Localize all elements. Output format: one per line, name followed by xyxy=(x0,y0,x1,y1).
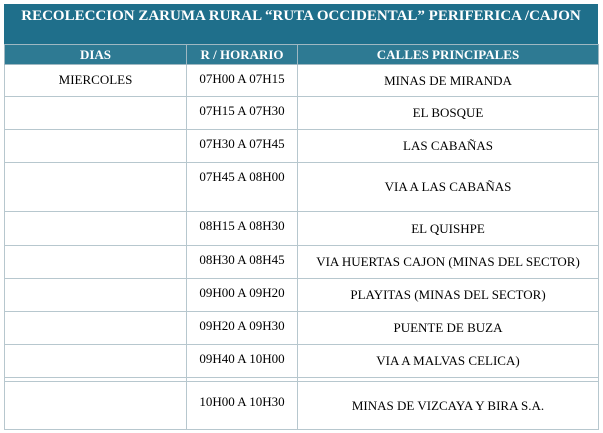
cell-horario: 07H45 A 08H00 xyxy=(187,163,298,212)
cell-horario: 09H00 A 09H20 xyxy=(187,279,298,312)
header-horario: R / HORARIO xyxy=(187,45,298,65)
cell-dia xyxy=(5,312,187,345)
table-row xyxy=(5,130,599,163)
cell-dia xyxy=(5,163,187,212)
cell-horario: 07H00 A 07H15 xyxy=(187,65,298,97)
cell-calle: EL QUISHPE xyxy=(298,212,599,246)
cell-calle: VIA HUERTAS CAJON (MINAS DEL SECTOR) xyxy=(298,246,599,279)
table-row xyxy=(5,382,599,430)
schedule-table xyxy=(4,44,599,430)
cell-horario: 09H20 A 09H30 xyxy=(187,312,298,345)
table-row xyxy=(5,163,599,212)
table-row xyxy=(5,345,599,378)
cell-dia xyxy=(5,246,187,279)
cell-horario: 07H30 A 07H45 xyxy=(187,130,298,163)
table-row xyxy=(5,246,599,279)
cell-calle: VIA A LAS CABAÑAS xyxy=(298,163,599,212)
table-row xyxy=(5,97,599,130)
cell-dia xyxy=(5,345,187,378)
cell-dia xyxy=(5,382,187,430)
cell-dia xyxy=(5,212,187,246)
table-row xyxy=(5,65,599,97)
table-row xyxy=(5,212,599,246)
cell-calle: MINAS DE VIZCAYA Y BIRA S.A. xyxy=(298,382,599,430)
schedule-document xyxy=(4,4,598,432)
cell-calle: PUENTE DE BUZA xyxy=(298,312,599,345)
document-title: RECOLECCION ZARUMA RURAL “RUTA OCCIDENTAL” PERIFERICA /CAJON xyxy=(4,4,598,44)
cell-horario: 07H15 A 07H30 xyxy=(187,97,298,130)
cell-calle: EL BOSQUE xyxy=(298,97,599,130)
table-row xyxy=(5,279,599,312)
cell-dia xyxy=(5,279,187,312)
table-header-row xyxy=(5,45,599,65)
cell-calle: LAS CABAÑAS xyxy=(298,130,599,163)
cell-calle: VIA A MALVAS CELICA) xyxy=(298,345,599,378)
cell-horario: 08H15 A 08H30 xyxy=(187,212,298,246)
cell-horario: 09H40 A 10H00 xyxy=(187,345,298,378)
header-calles: CALLES PRINCIPALES xyxy=(298,45,599,65)
cell-dia xyxy=(5,130,187,163)
cell-horario: 08H30 A 08H45 xyxy=(187,246,298,279)
cell-calle: MINAS DE MIRANDA xyxy=(298,65,599,97)
cell-dia: MIERCOLES xyxy=(5,65,187,97)
cell-dia xyxy=(5,97,187,130)
table-row xyxy=(5,312,599,345)
cell-horario: 10H00 A 10H30 xyxy=(187,382,298,430)
cell-calle: PLAYITAS (MINAS DEL SECTOR) xyxy=(298,279,599,312)
header-dias: DIAS xyxy=(5,45,187,65)
